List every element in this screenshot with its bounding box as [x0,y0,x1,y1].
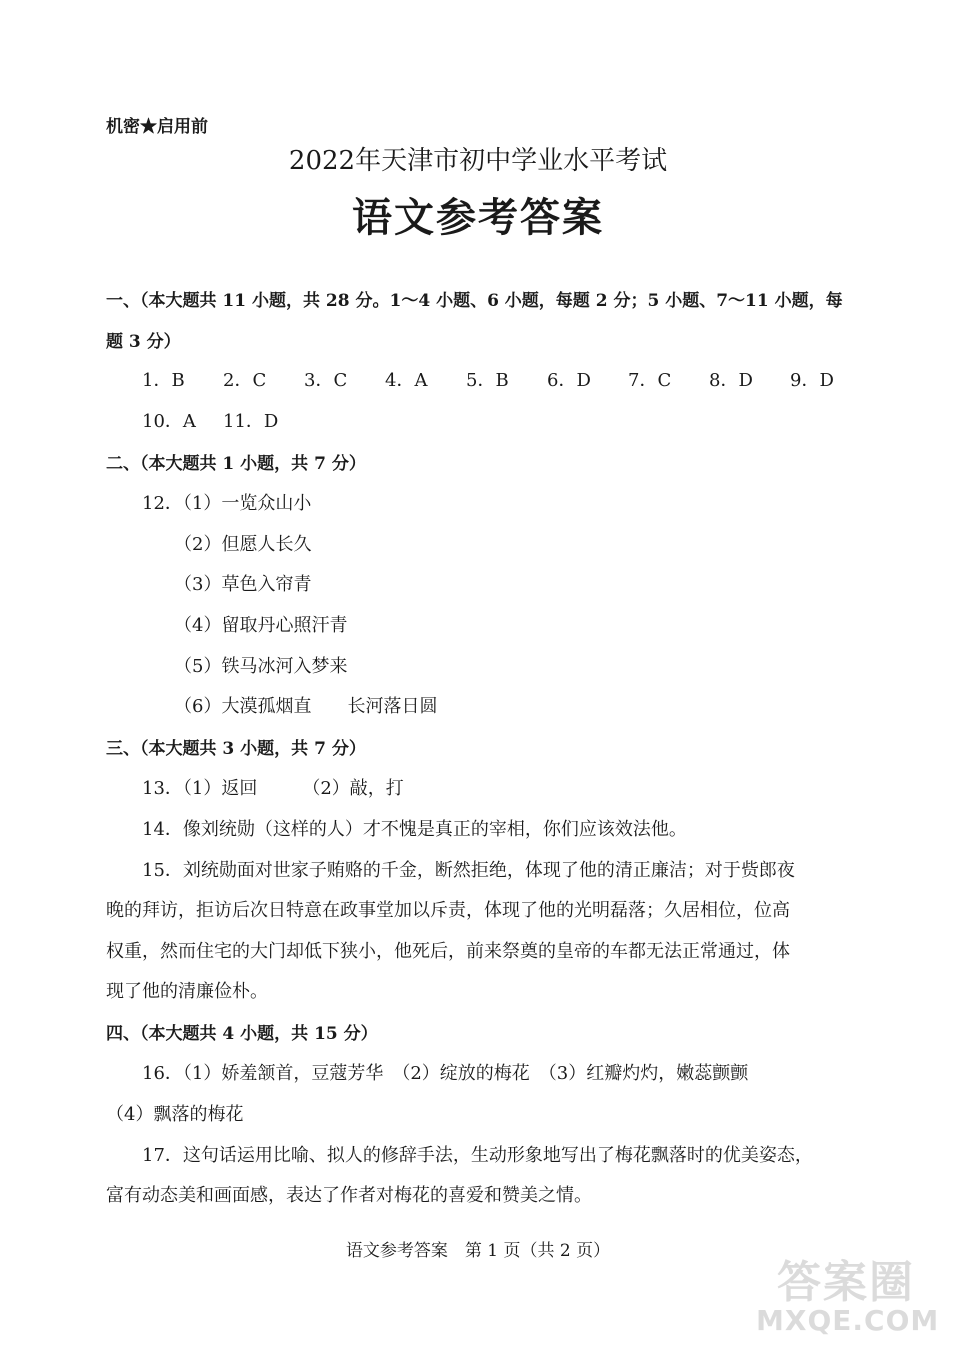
q12-part6: （6）大漠孤烟直 长河落日圆 [174,696,438,717]
section2-heading: 二、（本大题共 1 小题，共 7 分） [106,454,366,474]
watermark-bottom-text: MXQE.COM [756,1304,940,1337]
page-footer: 语文参考答案 第 1 页（共 2 页） [345,1241,611,1261]
confidential-label: 机密★启用前 [106,117,208,137]
answer-5: 5．B [466,370,509,391]
q17-line1: 17．这句话运用比喻、拟人的修辞手法，生动形象地写出了梅花飘落时的优美姿态， [142,1145,813,1166]
section4-heading: 四、（本大题共 4 小题，共 15 分） [106,1024,378,1044]
answer-1: 1．B [142,370,185,391]
q12-part4: （4）留取丹心照汗青 [174,615,348,636]
q15-line1: 15．刘统勋面对世家子贿赂的千金，断然拒绝，体现了他的清正廉洁；对于赀郎夜 [142,860,795,881]
exam-title: 2022年天津市初中学业水平考试 [288,146,668,176]
q15-line2: 晚的拜访，拒访后次日特意在政事堂加以斥责，体现了他的光明磊落；久居相位，位高 [106,900,790,921]
q15-line3: 权重，然而住宅的大门却低下狭小，他死后，前来祭奠的皇帝的车都无法正常通过，体 [106,941,790,962]
document-title: 语文参考答案 [352,194,604,241]
q12-part5: （5）铁马冰河入梦来 [174,656,348,677]
answer-4: 4．A [385,370,428,391]
answer-11: 11．D [223,411,279,432]
q12-part2: （2）但愿人长久 [174,534,312,555]
answer-9: 9．D [790,370,834,391]
section1-heading-line1: 一、（本大题共 11 小题，共 28 分。1～4 小题、6 小题，每题 2 分；5 小题、7～11 小题，每 [106,291,843,311]
section1-heading-line2: 题 3 分） [106,332,181,352]
answer-6: 6．D [547,370,591,391]
q15-line4: 现了他的清廉俭朴。 [106,981,268,1002]
q16-line1: 16．（1）娇羞颔首，豆蔻芳华 （2）绽放的梅花 （3）红瓣灼灼，嫩蕊颤颤 [142,1063,749,1084]
q16-line2: （4）飘落的梅花 [106,1104,244,1125]
answer-8: 8．D [709,370,753,391]
answer-3: 3．C [304,370,348,391]
answer-2: 2．C [223,370,267,391]
q14-answer: 14．像刘统勋（这样的人）才不愧是真正的宰相，你们应该效法他。 [142,819,687,840]
q12-part1: 12．（1）一览众山小 [142,493,312,514]
watermark-top-text: 答案圈 [777,1257,915,1308]
answer-10: 10．A [142,411,196,432]
mc-answers-row2 [142,407,304,433]
q13-answer: 13．（1）返回 （2）敲，打 [142,778,404,799]
q17-line2: 富有动态美和画面感，表达了作者对梅花的喜爱和赞美之情。 [106,1185,592,1206]
watermark-logo [756,1242,940,1342]
section3-heading: 三、（本大题共 3 小题，共 7 分） [106,739,366,759]
q12-part3: （3）草色入帘青 [174,574,312,595]
mc-answers-row1 [142,366,871,392]
answer-7: 7．C [628,370,672,391]
